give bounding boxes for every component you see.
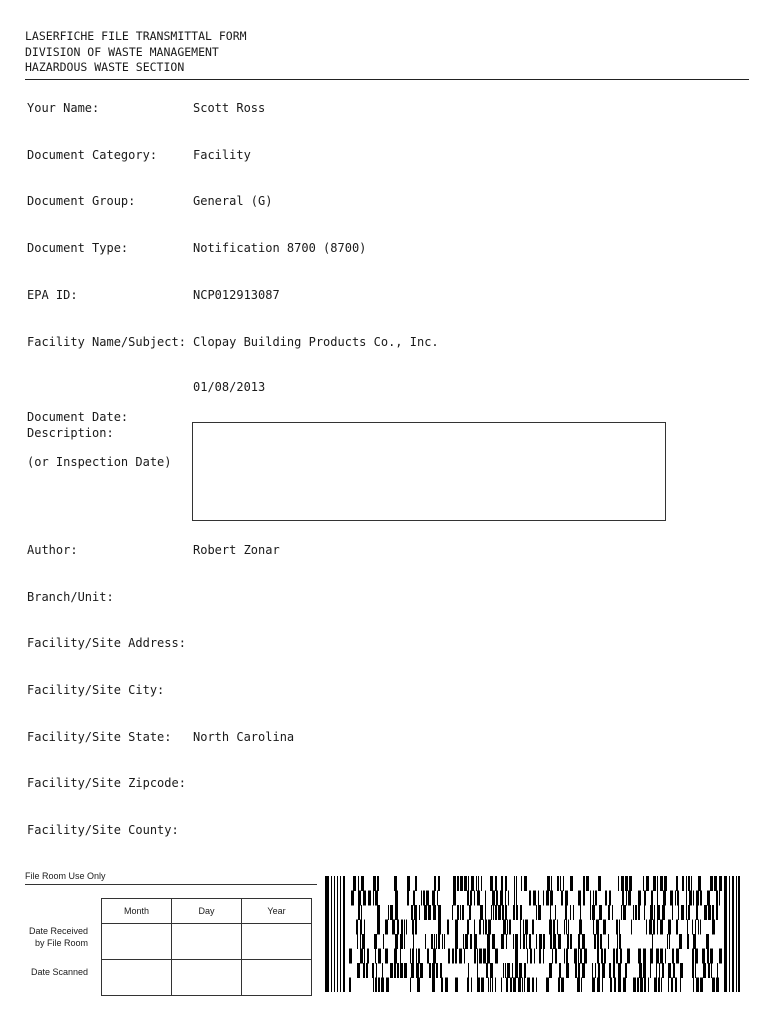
document-date-value: 01/08/2013	[193, 380, 266, 394]
form-header	[25, 29, 247, 76]
file-room-table	[101, 898, 312, 996]
author-label: Author:	[27, 543, 78, 557]
received-year-cell[interactable]	[242, 924, 312, 960]
scanned-month-cell[interactable]	[102, 960, 172, 996]
your-name-label: Your Name:	[27, 101, 100, 115]
year-header: Year	[242, 899, 312, 924]
site-zipcode-label: Facility/Site Zipcode:	[27, 776, 186, 790]
scanned-day-cell[interactable]	[172, 960, 242, 996]
description-label: Description:	[27, 426, 114, 440]
document-category-label: Document Category:	[27, 148, 158, 162]
epa-id-label: EPA ID:	[27, 288, 78, 302]
received-month-cell[interactable]	[102, 924, 172, 960]
date-received-label	[18, 925, 88, 949]
author-value: Robert Zonar	[193, 543, 280, 557]
your-name-value: Scott Ross	[193, 101, 266, 115]
date-received-line2: by File Room	[34, 938, 88, 948]
document-date-label-line1: Document Date:	[27, 410, 129, 424]
header-divider	[25, 79, 749, 80]
file-room-divider	[25, 884, 317, 885]
site-address-label: Facility/Site Address:	[27, 636, 186, 650]
branch-unit-label: Branch/Unit:	[27, 590, 114, 604]
site-city-label: Facility/Site City:	[27, 683, 165, 697]
section-name: HAZARDOUS WASTE SECTION	[25, 60, 185, 74]
month-header: Month	[102, 899, 172, 924]
epa-id-value: NCP012913087	[193, 288, 280, 302]
site-state-label: Facility/Site State:	[27, 730, 172, 744]
received-day-cell[interactable]	[172, 924, 242, 960]
barcode-graphic	[325, 876, 740, 992]
file-room-title: File Room Use Only	[25, 871, 106, 881]
document-group-value: General (G)	[193, 194, 273, 208]
description-box[interactable]	[192, 422, 666, 521]
day-header: Day	[172, 899, 242, 924]
facility-name-label: Facility Name/Subject:	[27, 335, 186, 349]
site-state-value: North Carolina	[193, 730, 295, 744]
site-county-label: Facility/Site County:	[27, 823, 179, 837]
scanned-year-cell[interactable]	[242, 960, 312, 996]
date-received-line1: Date Received	[28, 926, 88, 936]
document-date-label-line2: (or Inspection Date)	[27, 455, 172, 469]
facility-name-value: Clopay Building Products Co., Inc.	[193, 335, 439, 349]
division-name: DIVISION OF WASTE MANAGEMENT	[25, 44, 219, 59]
document-group-label: Document Group:	[27, 194, 136, 208]
form-title: LASERFICHE FILE TRANSMITTAL FORM	[25, 29, 247, 43]
date-scanned-label	[18, 966, 88, 978]
document-type-label: Document Type:	[27, 241, 129, 255]
document-type-value: Notification 8700 (8700)	[193, 241, 367, 255]
date-scanned-line1: Date Scanned	[30, 967, 88, 977]
document-category-value: Facility	[193, 148, 251, 162]
